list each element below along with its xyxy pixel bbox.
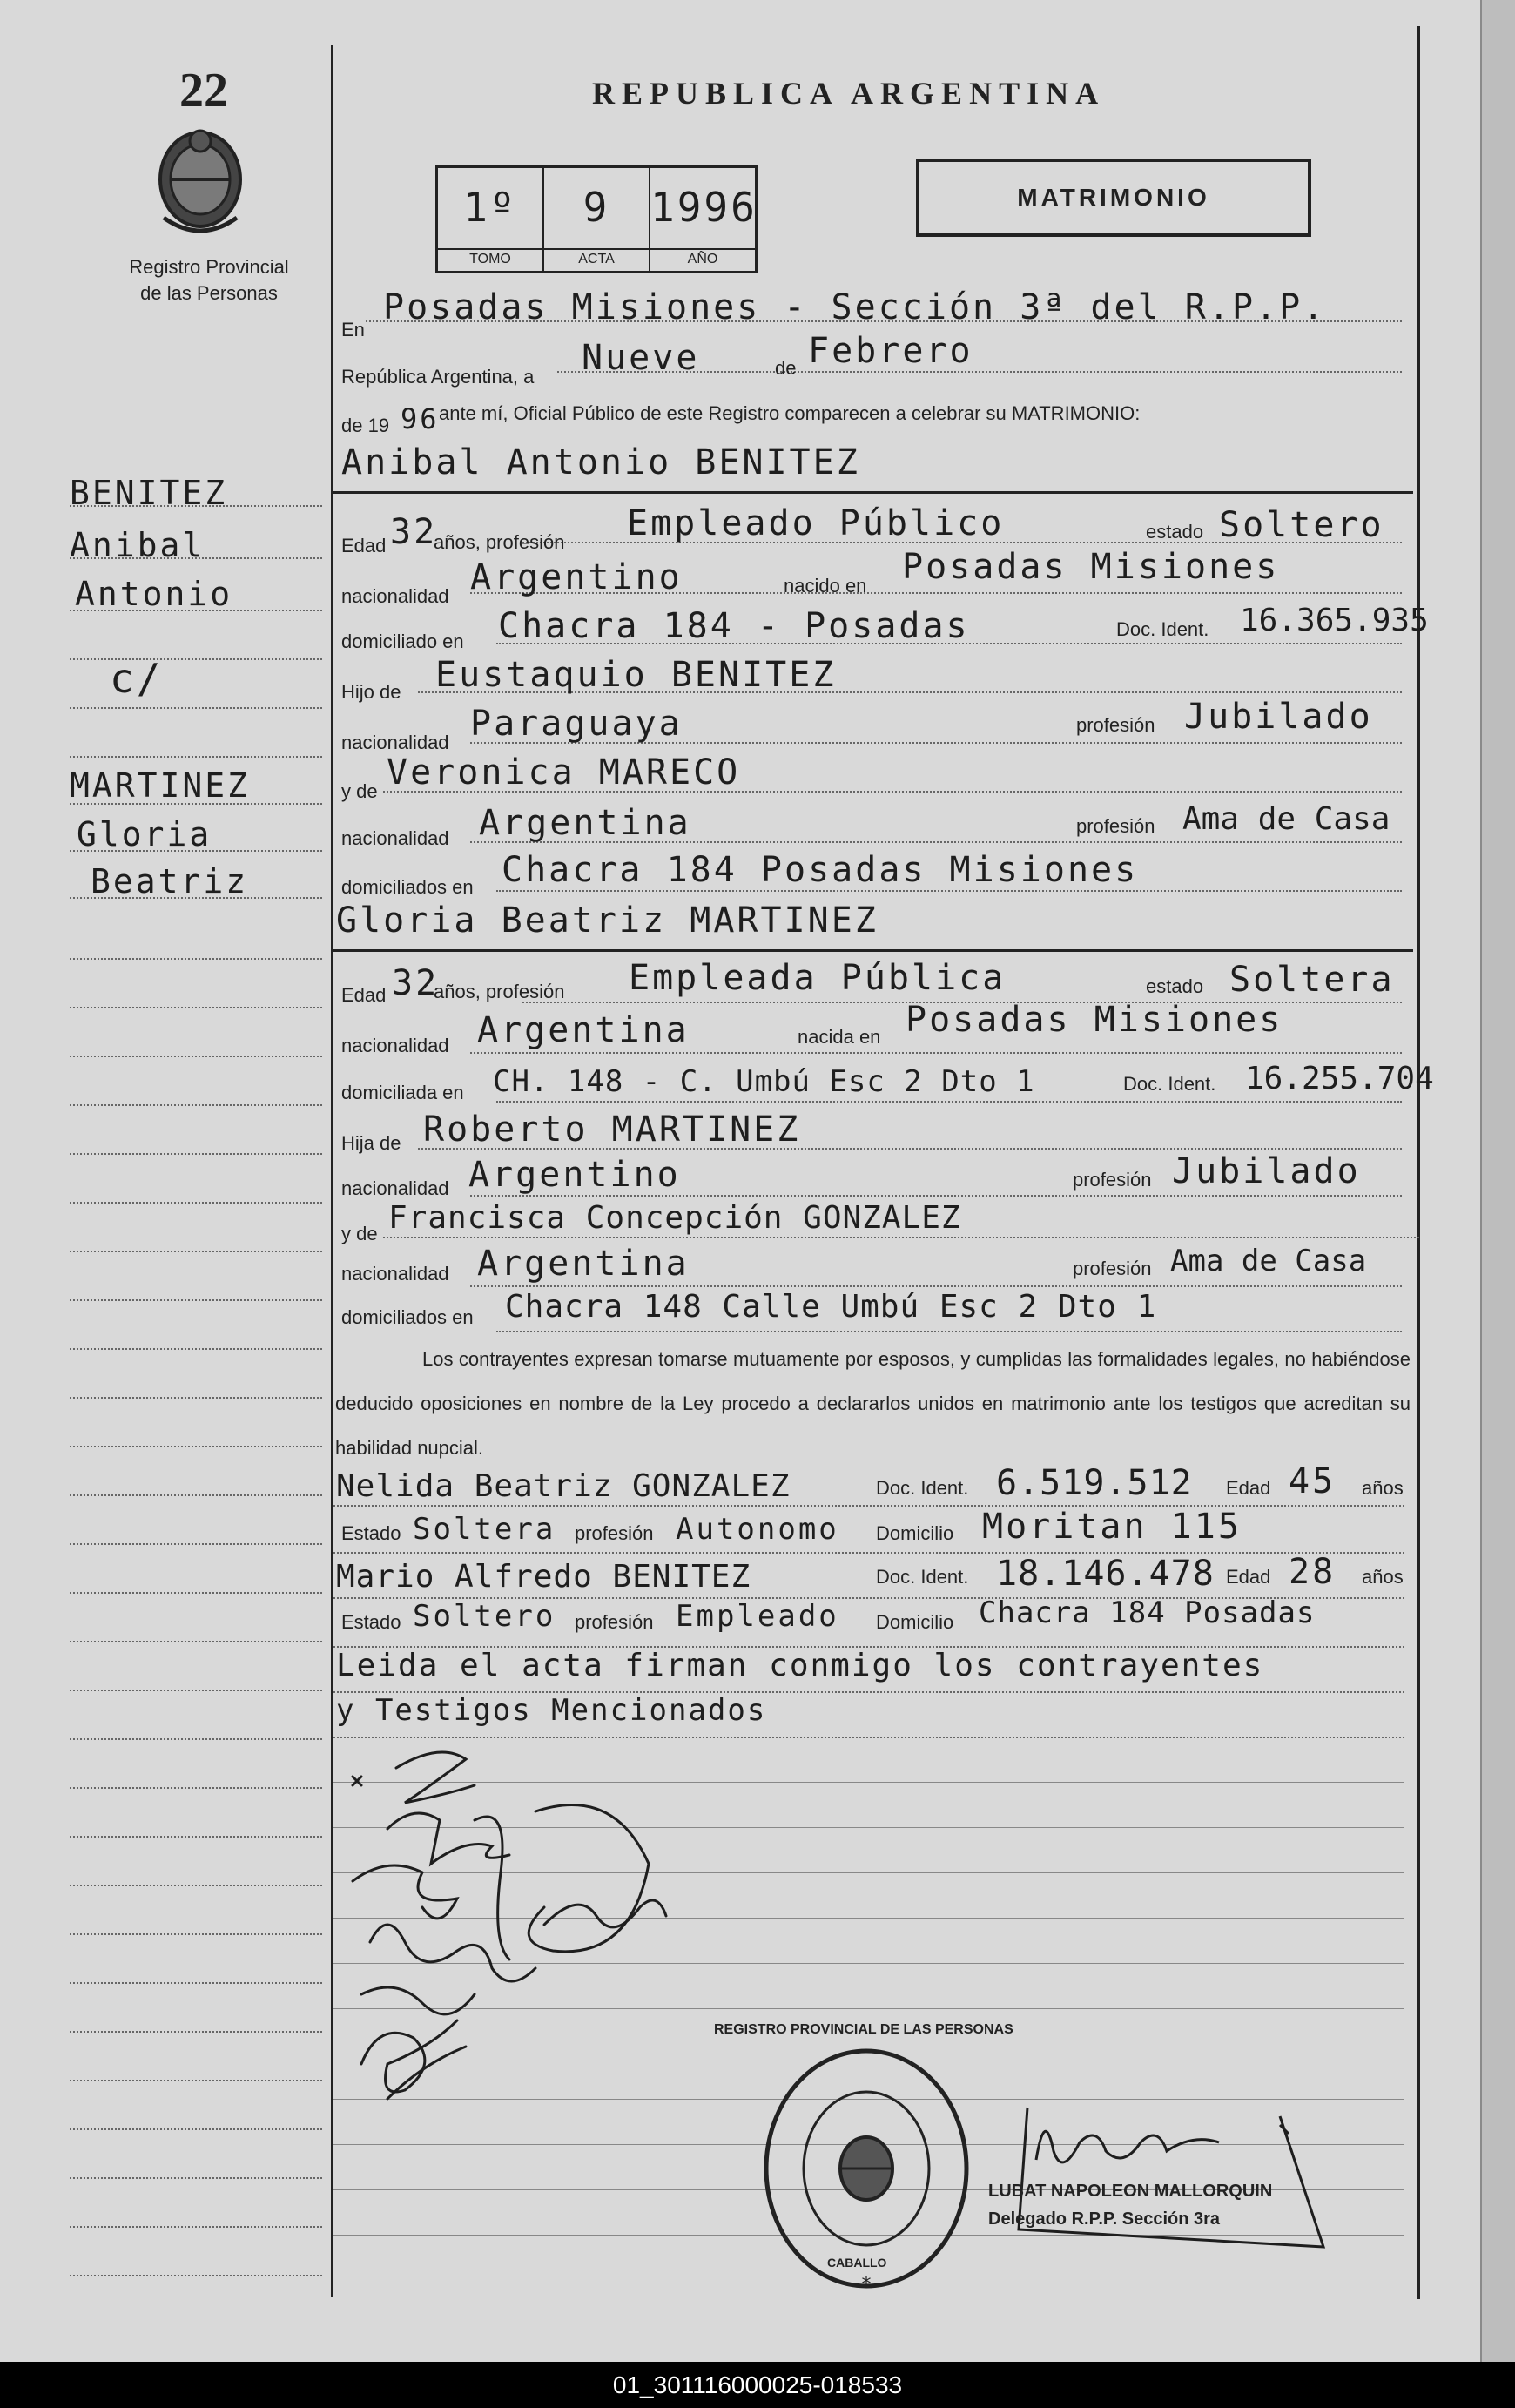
rule xyxy=(70,1494,322,1496)
bride-profession: Empleada Pública xyxy=(629,958,1007,998)
rule xyxy=(496,890,1402,892)
witness1-profession: Autonomo xyxy=(676,1512,839,1547)
rule xyxy=(70,2226,322,2228)
label-hijo-de: Hijo de xyxy=(341,681,401,703)
groom-mother-nationality: Argentina xyxy=(479,803,691,843)
bride-address: CH. 148 - C. Umbú Esc 2 Dto 1 xyxy=(493,1064,1035,1099)
label-doc-ident: Doc. Ident. xyxy=(1116,618,1209,640)
rule xyxy=(70,1933,322,1935)
record-type: MATRIMONIO xyxy=(916,159,1311,237)
rule xyxy=(70,803,322,805)
witness2-profession: Empleado xyxy=(676,1599,839,1634)
groom-mother: Veronica MARECO xyxy=(387,752,741,793)
official-name: LUBAT NAPOLEON MALLORQUIN xyxy=(988,2182,1273,2201)
rule xyxy=(70,850,322,852)
label-profesion: profesión xyxy=(575,1522,654,1544)
groom-father-nationality: Paraguaya xyxy=(470,704,683,744)
rule xyxy=(70,1787,322,1789)
tomo-cell xyxy=(438,168,544,271)
rule xyxy=(70,1446,322,1447)
bride-mother-profession: Ama de Casa xyxy=(1170,1244,1367,1278)
groom-address: Chacra 184 - Posadas xyxy=(498,606,970,646)
registry-label xyxy=(100,254,318,307)
label-y-de: y de xyxy=(341,780,378,802)
label-edad: Edad xyxy=(341,984,387,1006)
seal-bottom-text: CABALLO xyxy=(827,2256,887,2270)
label-nacionalidad: nacionalidad xyxy=(341,1177,449,1199)
label-domiciliada-en: domiciliada en xyxy=(341,1082,464,1103)
bride-nationality: Argentina xyxy=(477,1010,690,1050)
bride-doc: 16.255.704 xyxy=(1245,1061,1434,1096)
bride-parents-address: Chacra 148 Calle Umbú Esc 2 Dto 1 xyxy=(505,1289,1157,1325)
day-value: Nueve xyxy=(582,338,700,378)
rule xyxy=(70,1202,322,1204)
label-profesion: profesión xyxy=(1073,1258,1152,1279)
label-doc-ident: Doc. Ident. xyxy=(1123,1073,1216,1095)
rule xyxy=(70,1251,322,1252)
margin-name: Gloria xyxy=(77,815,212,853)
margin-divider xyxy=(331,45,333,2297)
rule xyxy=(70,958,322,960)
page-edge xyxy=(1480,0,1515,2362)
rule xyxy=(70,1348,322,1350)
label-domiciliados-en: domiciliados en xyxy=(341,876,474,898)
svg-text:*: * xyxy=(861,2274,872,2296)
label-profesion: profesión xyxy=(1076,714,1155,736)
groom-mother-profession: Ama de Casa xyxy=(1182,801,1390,837)
label-domiciliado-en: domiciliado en xyxy=(341,631,464,652)
label-anos: años xyxy=(1362,1477,1404,1499)
rule xyxy=(70,756,322,758)
rule xyxy=(333,949,1413,952)
label-doc-ident: Doc. Ident. xyxy=(876,1477,969,1499)
bride-father-profession: Jubilado xyxy=(1172,1151,1361,1191)
label-edad: Edad xyxy=(1226,1477,1271,1499)
rule xyxy=(70,1592,322,1594)
label-nacionalidad: nacionalidad xyxy=(341,827,449,849)
label-estado: estado xyxy=(1146,975,1204,997)
label-doc-ident: Doc. Ident. xyxy=(876,1566,969,1588)
label-estado-cap: Estado xyxy=(341,1522,401,1544)
label-nacionalidad: nacionalidad xyxy=(341,732,449,753)
rule xyxy=(470,1285,1402,1287)
rule xyxy=(470,1052,1402,1054)
bride-age: 32 xyxy=(392,963,440,1003)
rule xyxy=(70,1543,322,1545)
rule xyxy=(70,1885,322,1886)
margin-name: c/ xyxy=(110,655,164,702)
groom-name: Anibal Antonio BENITEZ xyxy=(341,442,860,482)
bride-father: Roberto MARTINEZ xyxy=(423,1110,801,1150)
witness1-age: 45 xyxy=(1289,1461,1337,1501)
label-estado: estado xyxy=(1146,521,1204,543)
rule xyxy=(70,610,322,611)
tomo-value: 1º xyxy=(463,184,517,231)
witness2-name: Mario Alfredo BENITEZ xyxy=(336,1559,751,1595)
witness2-status: Soltero xyxy=(413,1599,556,1634)
witness1-address: Moritan 115 xyxy=(982,1507,1242,1547)
margin-name: Antonio xyxy=(75,575,233,613)
rule xyxy=(70,2177,322,2179)
rule xyxy=(70,1056,322,1057)
margin-name: BENITEZ xyxy=(70,474,228,512)
bride-father-nationality: Argentino xyxy=(468,1155,681,1195)
label-de: de xyxy=(775,357,797,379)
bride-mother-nationality: Argentina xyxy=(477,1244,690,1284)
groom-birthplace: Posadas Misiones xyxy=(902,547,1280,587)
rule xyxy=(70,1397,322,1399)
witness1-doc: 6.519.512 xyxy=(996,1463,1193,1503)
label-nacida-en: nacida en xyxy=(798,1026,881,1048)
rule xyxy=(496,1331,1402,1332)
label-profesion: profesión xyxy=(1076,815,1155,837)
bride-mother: Francisca Concepción GONZALEZ xyxy=(388,1200,961,1236)
rule xyxy=(70,1690,322,1691)
groom-father-profession: Jubilado xyxy=(1184,697,1373,737)
place-value: Posadas Misiones - Sección 3ª del R.P.P. xyxy=(383,287,1327,327)
right-border xyxy=(1417,26,1420,2299)
rule xyxy=(70,505,322,507)
label-profesion: profesión xyxy=(1073,1169,1152,1191)
rule xyxy=(70,1299,322,1301)
rule xyxy=(70,1982,322,1984)
bride-status: Soltera xyxy=(1229,960,1395,1000)
country-title: REPUBLICA ARGENTINA xyxy=(592,76,1106,111)
acta-value: 9 xyxy=(582,184,610,231)
rule xyxy=(70,1153,322,1155)
rule xyxy=(70,2031,322,2033)
groom-father: Eustaquio BENITEZ xyxy=(435,655,837,695)
margin-name: Beatriz xyxy=(91,862,249,900)
official-stamp xyxy=(988,2177,1272,2233)
label-republica: República Argentina, a xyxy=(341,366,535,388)
witness2-doc: 18.146.478 xyxy=(996,1554,1215,1594)
label-estado-cap: Estado xyxy=(341,1611,401,1633)
label-profesion: profesión xyxy=(575,1611,654,1633)
rule xyxy=(70,1641,322,1642)
rule xyxy=(70,2128,322,2130)
label-de19: de 19 xyxy=(341,415,390,436)
margin-name: Anibal xyxy=(70,526,205,564)
groom-doc: 16.365.935 xyxy=(1240,603,1429,638)
margin-name: MARTINEZ xyxy=(70,766,251,805)
label-hija-de: Hija de xyxy=(341,1132,401,1154)
month-value: Febrero xyxy=(808,331,973,371)
seal-text: REGISTRO PROVINCIAL DE LAS PERSONAS xyxy=(714,2022,1013,2037)
signatures-icon xyxy=(335,1733,701,2125)
anio-label: AÑO xyxy=(650,248,755,267)
label-nacionalidad: nacionalidad xyxy=(341,1035,449,1056)
rule xyxy=(70,658,322,660)
witness1-name: Nelida Beatriz GONZALEZ xyxy=(336,1468,791,1504)
acta-cell xyxy=(544,168,650,271)
rule xyxy=(70,2275,322,2276)
rule xyxy=(333,491,1413,494)
year-value: 96 xyxy=(401,402,440,435)
groom-age: 32 xyxy=(390,512,438,552)
rule xyxy=(496,1101,1402,1103)
tomo-label: TOMO xyxy=(438,248,542,267)
label-nacionalidad: nacionalidad xyxy=(341,585,449,607)
label-anos: años xyxy=(1362,1566,1404,1588)
bride-birthplace: Posadas Misiones xyxy=(906,1000,1283,1040)
label-edad: Edad xyxy=(1226,1566,1271,1588)
label-edad: Edad xyxy=(341,535,387,556)
groom-profession: Empleado Público xyxy=(627,503,1005,543)
label-ante: ante mí, Oficial Público de este Registro comparecen a celebrar su MATRIMONIO: xyxy=(439,402,1141,424)
rule xyxy=(70,897,322,899)
declaration-text: Los contrayentes expresan tomarse mutuamente por esposos, y cumplidas las formalidades legales, no habiéndose deducido oposiciones en nombre de la Ley procedo a declararlos unidos en matrimonio ante los testigos que acreditan su habilidad nupcial. xyxy=(335,1348,1411,1459)
record-reference-box xyxy=(435,165,758,273)
closing-line-1: Leida el acta firman conmigo los contrayentes xyxy=(336,1648,1264,1683)
anio-value: 1996 xyxy=(650,184,758,231)
rule xyxy=(70,1007,322,1008)
footer-id: 01_301116000025-018533 xyxy=(0,2362,1515,2408)
rule xyxy=(70,1104,322,1106)
bride-name: Gloria Beatriz MARTINEZ xyxy=(336,900,879,941)
rule xyxy=(70,1836,322,1838)
rule xyxy=(333,1505,1404,1507)
registry-label-line-1: Registro Provincial xyxy=(129,256,289,278)
rule xyxy=(470,1195,1402,1197)
witness1-status: Soltera xyxy=(413,1512,556,1547)
label-anos-profesion: años, profesión xyxy=(434,531,565,553)
official-title: Delegado R.P.P. Sección 3ra xyxy=(988,2209,1221,2229)
registry-label-line-2: de las Personas xyxy=(140,282,278,304)
label-domiciliados-en: domiciliados en xyxy=(341,1306,474,1328)
label-domicilio: Domicilio xyxy=(876,1611,954,1633)
groom-status: Soltero xyxy=(1219,505,1384,545)
label-en: En xyxy=(341,319,365,341)
rule xyxy=(70,1738,322,1740)
label-nacionalidad: nacionalidad xyxy=(341,1263,449,1285)
label-anos-profesion: años, profesión xyxy=(434,981,565,1002)
acta-label: ACTA xyxy=(544,248,649,267)
anio-cell xyxy=(650,168,758,271)
rule xyxy=(70,2080,322,2081)
rule xyxy=(383,1237,1419,1238)
coat-of-arms-icon xyxy=(146,122,254,235)
label-domicilio: Domicilio xyxy=(876,1522,954,1544)
witness2-age: 28 xyxy=(1289,1552,1337,1592)
rule xyxy=(70,707,322,709)
rule xyxy=(333,1552,1404,1554)
label-y-de: y de xyxy=(341,1223,378,1244)
witness2-address: Chacra 184 Posadas xyxy=(979,1595,1316,1630)
page-number: 22 xyxy=(179,64,228,118)
groom-nationality: Argentino xyxy=(470,557,683,597)
label-nacido-en: nacido en xyxy=(784,575,867,597)
groom-parents-address: Chacra 184 Posadas Misiones xyxy=(502,850,1139,890)
closing-line-2: y Testigos Mencionados xyxy=(336,1693,767,1728)
rule xyxy=(70,557,322,559)
